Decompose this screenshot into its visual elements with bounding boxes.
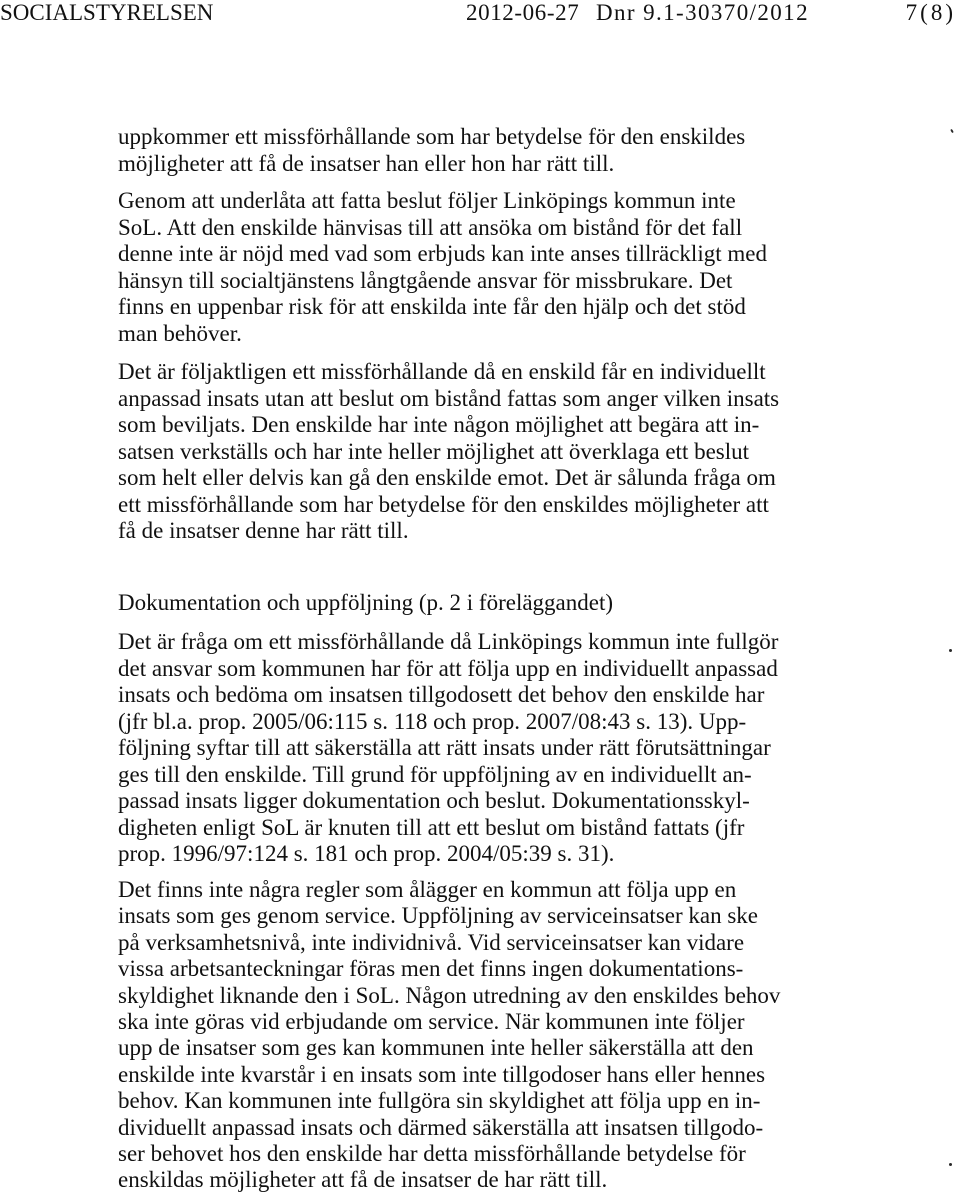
text-line: finns en uppenbar risk för att enskilda inte får den hjälp och det stöd: [118, 294, 746, 319]
text-line: få de insatser denne har rätt till.: [118, 518, 409, 543]
text-line: denne inte är nöjd med vad som erbjuds kan inte anses tillräckligt med: [118, 241, 767, 266]
text-line: Det finns inte några regler som ålägger en kommun att följa upp en: [118, 877, 737, 902]
text-line: digheten enligt SoL är knuten till att ett beslut om bistånd fattats (jfr: [118, 814, 745, 840]
scan-mark: [949, 649, 952, 652]
text-line: prop. 1996/97:124 s. 181 och prop. 2004/05:39 s. 31).: [118, 841, 615, 866]
text-line: passad insats ligger dokumentation och beslut. Dokumentationsskyl-: [118, 788, 750, 813]
text-line: ges till den enskilde. Till grund för uppföljning av en individuellt an-: [118, 761, 752, 787]
section-heading: Dokumentation och uppföljning (p. 2 i föreläggandet): [118, 590, 614, 615]
body-paragraph: [118, 877, 780, 1194]
scan-mark: [949, 1163, 952, 1166]
text-line: insats som ges genom service. Uppföljning av serviceinsatser kan ske: [118, 903, 759, 929]
text-line: Det är fråga om ett missförhållande då Linköpings kommun inte fullgör: [118, 629, 779, 654]
organization-name: SOCIALSTYRELSEN: [0, 0, 214, 25]
body-paragraph: [118, 359, 779, 545]
body-paragraph: [118, 629, 778, 868]
section: [118, 590, 613, 617]
text-line: som beviljats. Den enskilde har inte någon möjlighet att begära att in-: [118, 412, 760, 437]
text-line: Det är följaktligen ett missförhållande då en enskild får en individuellt: [118, 359, 766, 384]
text-line: behov. Kan kommunen inte fullgöra sin skyldighet att följa upp en in-: [118, 1088, 761, 1114]
text-line: satsen verkställs och har inte heller möjlighet att överklaga ett beslut: [118, 438, 750, 464]
text-line: följning syftar till att säkerställa att rätt insats under rätt förutsättningar: [118, 735, 771, 760]
text-line: skyldighet liknande den i SoL. Någon utredning av den enskildes behov: [118, 982, 781, 1008]
text-line: det ansvar som kommunen har för att följa upp en individuellt anpassad: [118, 655, 778, 681]
text-line: ser behovet hos den enskilde har detta missförhållande betydelse för: [118, 1140, 746, 1166]
text-line: enskildas möjligheter att få de insatser de har rätt till.: [118, 1167, 608, 1193]
text-line: hänsyn till socialtjänstens långtgående ansvar för missbrukare. Det: [118, 267, 733, 293]
text-line: Genom att underlåta att fatta beslut följer Linköpings kommun inte: [118, 188, 736, 213]
scan-mark: [950, 129, 954, 133]
text-line: uppkommer ett missförhållande som har betydelse för den enskildes: [118, 124, 746, 149]
text-line: (jfr bl.a. prop. 2005/06:115 s. 118 och prop. 2007/08:43 s. 13). Upp-: [118, 708, 747, 734]
text-line: vissa arbetsanteckningar föras men det finns ingen dokumentations-: [118, 956, 744, 982]
text-line: man behöver.: [118, 320, 242, 346]
body-paragraph: [118, 124, 745, 177]
text-line: upp de insatser som ges kan kommunen inte heller säkerställa att den: [118, 1035, 754, 1061]
text-line: anpassad insats utan att beslut om bistånd fattas som anger vilken insats: [118, 385, 780, 411]
text-line: på verksamhetsnivå, inte individnivå. Vid serviceinsatser kan vidare: [118, 929, 745, 955]
text-line: insats och bedöma om insatsen tillgodosett det behov den enskilde har: [118, 682, 765, 707]
reference-number: Dnr 9.1-30370/2012: [595, 0, 809, 25]
page-number: 7(8): [905, 0, 956, 25]
text-line: ett missförhållande som har betydelse för den enskildes möjligheter att: [118, 491, 769, 517]
text-line: ska inte göras vid erbjudande om service. När kommunen inte följer: [118, 1008, 745, 1034]
body-paragraph: [118, 188, 767, 347]
text-line: som helt eller delvis kan gå den enskilde emot. Det är sålunda fråga om: [118, 465, 776, 490]
text-line: enskilde inte kvarstår i en insats som inte tillgodoser hans eller hennes: [118, 1061, 766, 1087]
text-line: SoL. Att den enskilde hänvisas till att ansöka om bistånd för det fall: [118, 214, 743, 240]
text-line: möjligheter att få de insatser han eller hon har rätt till.: [118, 150, 615, 176]
text-line: dividuellt anpassad insats och därmed säkerställa att insatsen tillgodo-: [118, 1114, 764, 1140]
document-date: 2012-06-27: [466, 0, 580, 25]
